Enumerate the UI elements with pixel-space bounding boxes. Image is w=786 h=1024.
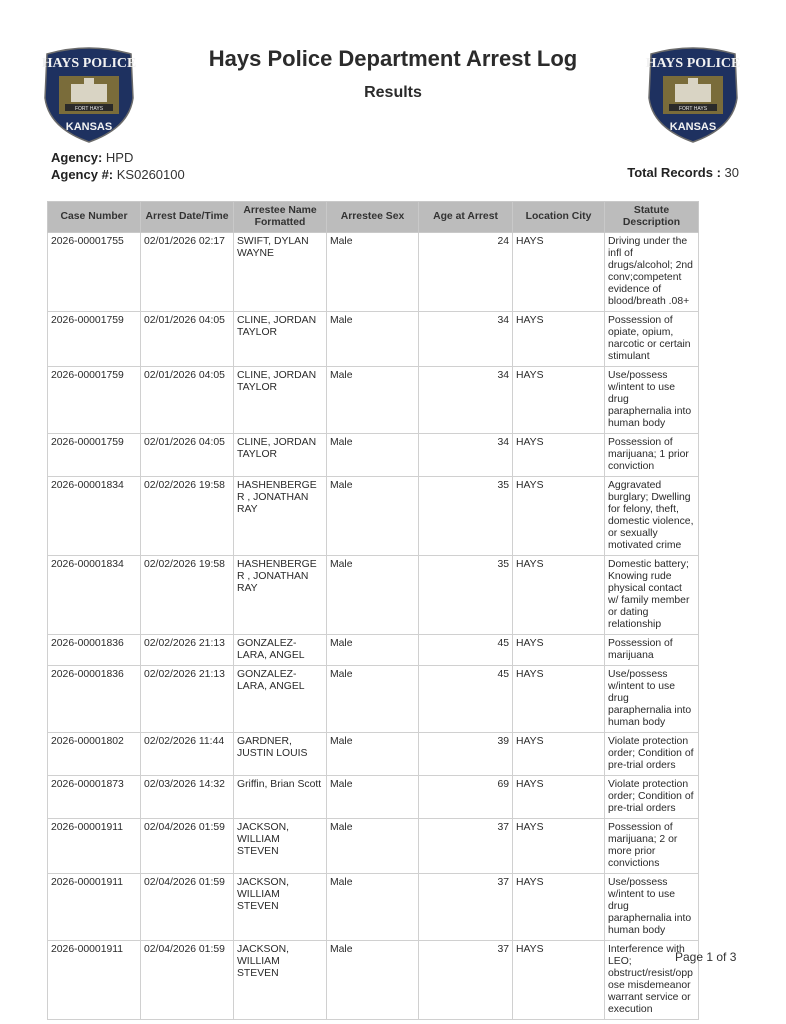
arrestee-name-cell: JACKSON, WILLIAM STEVEN: [234, 941, 327, 1020]
arrestee-name-cell: HASHENBERGER , JONATHAN RAY: [234, 477, 327, 556]
table-row: [48, 434, 699, 477]
total-records: [627, 165, 739, 180]
case-number-cell: 2026-00001759: [48, 434, 141, 477]
statute-description-cell: Possession of marijuana; 2 or more prior convictions: [605, 819, 699, 874]
location-city-cell: HAYS: [513, 312, 605, 367]
arrestee-name-cell: CLINE, JORDAN TAYLOR: [234, 367, 327, 434]
arrestee-name-cell: JACKSON, WILLIAM STEVEN: [234, 819, 327, 874]
age-cell: 35: [419, 556, 513, 635]
arrest-datetime-cell: 02/02/2026 19:58: [141, 477, 234, 556]
arrestee-sex-cell: Male: [327, 312, 419, 367]
agency-label: Agency:: [51, 150, 103, 165]
location-city-cell: HAYS: [513, 367, 605, 434]
agency-number-label: Agency #:: [51, 167, 114, 182]
age-cell: 69: [419, 776, 513, 819]
arrestee-sex-cell: Male: [327, 477, 419, 556]
location-city-cell: HAYS: [513, 635, 605, 666]
case-number-cell: 2026-00001759: [48, 312, 141, 367]
statute-description-cell: Use/possess w/intent to use drug paraphernalia into human body: [605, 874, 699, 941]
table-row: [48, 776, 699, 819]
column-header: Arrestee Name Formatted: [234, 202, 327, 233]
case-number-cell: 2026-00001911: [48, 941, 141, 1020]
svg-text:FORT HAYS: FORT HAYS: [678, 106, 708, 112]
page-number: Page 1 of 3: [675, 950, 737, 964]
arrestee-sex-cell: Male: [327, 874, 419, 941]
age-cell: 37: [419, 874, 513, 941]
age-cell: 37: [419, 941, 513, 1020]
arrest-datetime-cell: 02/01/2026 02:17: [141, 233, 234, 312]
age-cell: 34: [419, 434, 513, 477]
arrestee-sex-cell: Male: [327, 367, 419, 434]
column-header: Age at Arrest: [419, 202, 513, 233]
case-number-cell: 2026-00001802: [48, 733, 141, 776]
arrestee-sex-cell: Male: [327, 434, 419, 477]
age-cell: 34: [419, 312, 513, 367]
page-title: Hays Police Department Arrest Log: [208, 46, 578, 71]
statute-description-cell: Possession of marijuana: [605, 635, 699, 666]
arrest-datetime-cell: 02/04/2026 01:59: [141, 941, 234, 1020]
location-city-cell: HAYS: [513, 477, 605, 556]
arrestee-sex-cell: Male: [327, 635, 419, 666]
age-cell: 24: [419, 233, 513, 312]
arrestee-sex-cell: Male: [327, 941, 419, 1020]
svg-text:HAYS POLICE: HAYS POLICE: [41, 56, 137, 71]
statute-description-cell: Violate protection order; Condition of pre-trial orders: [605, 776, 699, 819]
statute-description-cell: Use/possess w/intent to use drug paraphernalia into human body: [605, 367, 699, 434]
case-number-cell: 2026-00001759: [48, 367, 141, 434]
arrest-datetime-cell: 02/04/2026 01:59: [141, 874, 234, 941]
arrestee-name-cell: Griffin, Brian Scott: [234, 776, 327, 819]
arrest-datetime-cell: 02/04/2026 01:59: [141, 819, 234, 874]
arrestee-sex-cell: Male: [327, 776, 419, 819]
age-cell: 45: [419, 635, 513, 666]
total-records-value: 30: [724, 165, 739, 180]
svg-text:KANSAS: KANSAS: [65, 121, 113, 133]
arrest-datetime-cell: 02/01/2026 04:05: [141, 434, 234, 477]
location-city-cell: HAYS: [513, 874, 605, 941]
arrest-datetime-cell: 02/02/2026 21:13: [141, 666, 234, 733]
location-city-cell: HAYS: [513, 556, 605, 635]
arrest-datetime-cell: 02/03/2026 14:32: [141, 776, 234, 819]
table-row: [48, 367, 699, 434]
table-row: [48, 477, 699, 556]
statute-description-cell: Aggravated burglary; Dwelling for felony, theft, domestic violence, or sexually motivated crime: [605, 477, 699, 556]
svg-text:KANSAS: KANSAS: [669, 121, 717, 133]
arrestee-name-cell: GARDNER, JUSTIN LOUIS: [234, 733, 327, 776]
age-cell: 34: [419, 367, 513, 434]
arrestee-name-cell: GONZALEZ-LARA, ANGEL: [234, 635, 327, 666]
location-city-cell: HAYS: [513, 434, 605, 477]
location-city-cell: HAYS: [513, 941, 605, 1020]
table-row: [48, 941, 699, 1020]
agency-value: HPD: [105, 150, 134, 165]
age-cell: 37: [419, 819, 513, 874]
location-city-cell: HAYS: [513, 233, 605, 312]
statute-description-cell: Possession of opiate, opium, narcotic or certain stimulant: [605, 312, 699, 367]
column-header: Case Number: [48, 202, 141, 233]
arrest-datetime-cell: 02/02/2026 11:44: [141, 733, 234, 776]
page-subtitle: Results: [364, 84, 422, 101]
statute-description-cell: Driving under the infl of drugs/alcohol; 2nd conv;competent evidence of blood/breath .08+: [605, 233, 699, 312]
age-cell: 35: [419, 477, 513, 556]
arrestee-name-cell: SWIFT, DYLAN WAYNE: [234, 233, 327, 312]
column-header: Arrestee Sex: [327, 202, 419, 233]
table-header-row: [48, 202, 699, 233]
statute-description-cell: Use/possess w/intent to use drug paraphernalia into human body: [605, 666, 699, 733]
arrestee-name-cell: HASHENBERGER , JONATHAN RAY: [234, 556, 327, 635]
case-number-cell: 2026-00001836: [48, 635, 141, 666]
age-cell: 45: [419, 666, 513, 733]
case-number-cell: 2026-00001755: [48, 233, 141, 312]
table-row: [48, 666, 699, 733]
case-number-cell: 2026-00001911: [48, 819, 141, 874]
arrestee-name-cell: GONZALEZ-LARA, ANGEL: [234, 666, 327, 733]
arrest-log-table: [47, 201, 699, 1020]
location-city-cell: HAYS: [513, 819, 605, 874]
location-city-cell: HAYS: [513, 776, 605, 819]
column-header: Statute Description: [605, 202, 699, 233]
arrest-datetime-cell: 02/01/2026 04:05: [141, 312, 234, 367]
arrest-datetime-cell: 02/02/2026 21:13: [141, 635, 234, 666]
location-city-cell: HAYS: [513, 666, 605, 733]
statute-description-cell: Possession of marijuana; 1 prior conviction: [605, 434, 699, 477]
arrestee-sex-cell: Male: [327, 666, 419, 733]
case-number-cell: 2026-00001836: [48, 666, 141, 733]
age-cell: 39: [419, 733, 513, 776]
table-row: [48, 233, 699, 312]
agency-line: [51, 150, 133, 165]
case-number-cell: 2026-00001911: [48, 874, 141, 941]
svg-text:FORT HAYS: FORT HAYS: [74, 106, 104, 112]
arrestee-sex-cell: Male: [327, 556, 419, 635]
arrest-datetime-cell: 02/02/2026 19:58: [141, 556, 234, 635]
statute-description-cell: Domestic battery; Knowing rude physical contact w/ family member or dating relationship: [605, 556, 699, 635]
table-row: [48, 874, 699, 941]
column-header: Arrest Date/Time: [141, 202, 234, 233]
arrest-datetime-cell: 02/01/2026 04:05: [141, 367, 234, 434]
svg-text:HAYS POLICE: HAYS POLICE: [645, 56, 741, 71]
table-row: [48, 556, 699, 635]
arrestee-sex-cell: Male: [327, 733, 419, 776]
agency-number-value: KS0260100: [116, 167, 185, 182]
total-records-label: Total Records :: [627, 165, 721, 180]
case-number-cell: 2026-00001834: [48, 477, 141, 556]
table-row: [48, 635, 699, 666]
arrestee-name-cell: CLINE, JORDAN TAYLOR: [234, 434, 327, 477]
arrestee-sex-cell: Male: [327, 819, 419, 874]
agency-number-line: [51, 167, 185, 182]
arrestee-name-cell: JACKSON, WILLIAM STEVEN: [234, 874, 327, 941]
table-row: [48, 819, 699, 874]
location-city-cell: HAYS: [513, 733, 605, 776]
statute-description-cell: Interference with LEO; obstruct/resist/opp ose misdemeanor warrant service or execution: [605, 941, 699, 1020]
table-row: [48, 733, 699, 776]
column-header: Location City: [513, 202, 605, 233]
arrestee-name-cell: CLINE, JORDAN TAYLOR: [234, 312, 327, 367]
statute-description-cell: Violate protection order; Condition of pre-trial orders: [605, 733, 699, 776]
case-number-cell: 2026-00001873: [48, 776, 141, 819]
arrestee-sex-cell: Male: [327, 233, 419, 312]
case-number-cell: 2026-00001834: [48, 556, 141, 635]
table-row: [48, 312, 699, 367]
